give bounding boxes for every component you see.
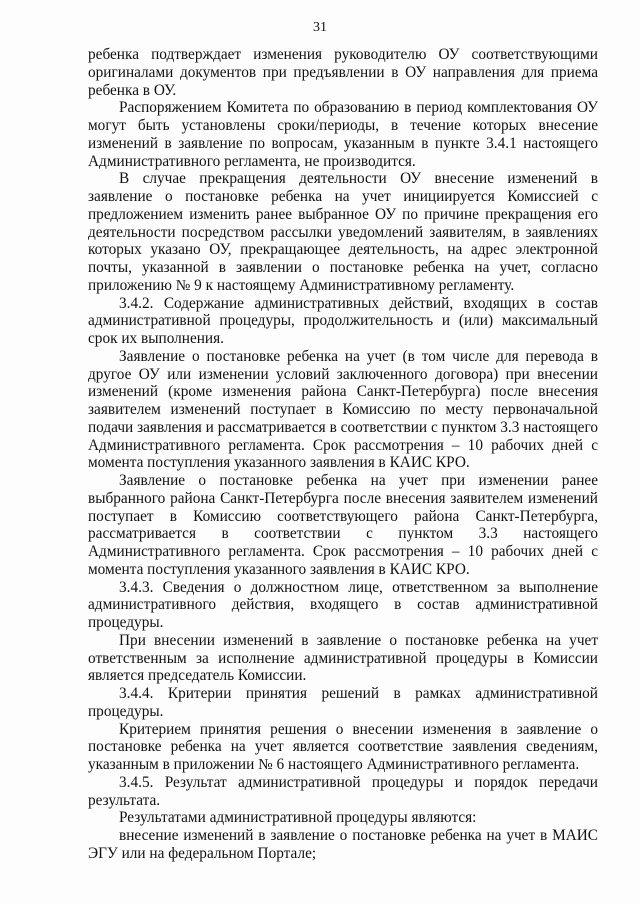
paragraph-4: 3.4.2. Содержание административных действий, входящих в состав административной процедуры, продолжительность и (или) максимальный срок их выполнения. xyxy=(88,294,598,347)
document-body xyxy=(88,46,598,863)
paragraph-3: В случае прекращения деятельности ОУ внесение изменений в заявление о постановке ребенка на учет инициируется Комиссией с предложением изменить ранее выбранное ОУ по причине прекращения его деятельности посредством рассылки уведомлений заявителям, в заявлениях которых указано ОУ, прекращающее деятельность, на адрес электронной почты, указанной в заявлении о постановке ребенка на учет, согласно приложению № 9 к настоящему Административному регламенту. xyxy=(88,170,598,294)
paragraph-5: Заявление о постановке ребенка на учет (в том числе для перевода в другое ОУ или изменении условий заключенного договора) при внесении изменений (кроме изменения района Санкт-Петербурга) после внесения заявителем изменений поступает в Комиссию по месту первоначальной подачи заявления и рассматривается в соответствии с пунктом 3.3 настоящего Административного регламента. Срок рассмотрения – 10 рабочих дней с момента поступления указанного заявления в КАИС КРО. xyxy=(88,347,598,472)
page-number: 31 xyxy=(313,20,327,35)
paragraph-10: Критерием принятия решения о внесении изменения в заявление о постановке ребенка на учет является соответствие заявления сведениям, указанным в приложении № 6 настоящего Административного регламента. xyxy=(88,720,598,773)
paragraph-1: ребенка подтверждает изменения руководителю ОУ соответствующими оригиналами документов при предъявлении в ОУ направления для приема ребенка в ОУ. xyxy=(88,46,598,99)
paragraph-7: 3.4.3. Сведения о должностном лице, ответственном за выполнение административного действия, входящего в состав административной процедуры. xyxy=(88,578,598,631)
paragraph-9: 3.4.4. Критерии принятия решений в рамках административной процедуры. xyxy=(88,685,598,720)
paragraph-11: 3.4.5. Результат административной процедуры и порядок передачи результата. xyxy=(88,773,598,809)
paragraph-6: Заявление о постановке ребенка на учет при изменении ранее выбранного района Санкт-Петербурга после внесения заявителем изменений поступает в Комиссию соответствующего района Санкт-Петербурга, рассматривается в соответствии с пунктом 3.3 настоящего Административного регламента. Срок рассмотрения – 10 рабочих дней с момента поступления указанного заявления в КАИС КРО. xyxy=(88,472,598,578)
paragraph-2: Распоряжением Комитета по образованию в период комплектования ОУ могут быть установлены сроки/периоды, в течение которых внесение изменений в заявление по вопросам, указанным в пункте 3.4.1 настоящего Административного регламента, не производится. xyxy=(88,99,598,170)
paragraph-8: При внесении изменений в заявление о постановке ребенка на учет ответственным за исполнение административной процедуры в Комиссии является председатель Комиссии. xyxy=(88,631,598,685)
paragraph-12: Результатами административной процедуры являются: xyxy=(119,809,477,827)
paragraph-13: внесение изменений в заявление о постановке ребенка на учет в МАИС ЭГУ или на федеральном Портале; xyxy=(88,827,598,862)
